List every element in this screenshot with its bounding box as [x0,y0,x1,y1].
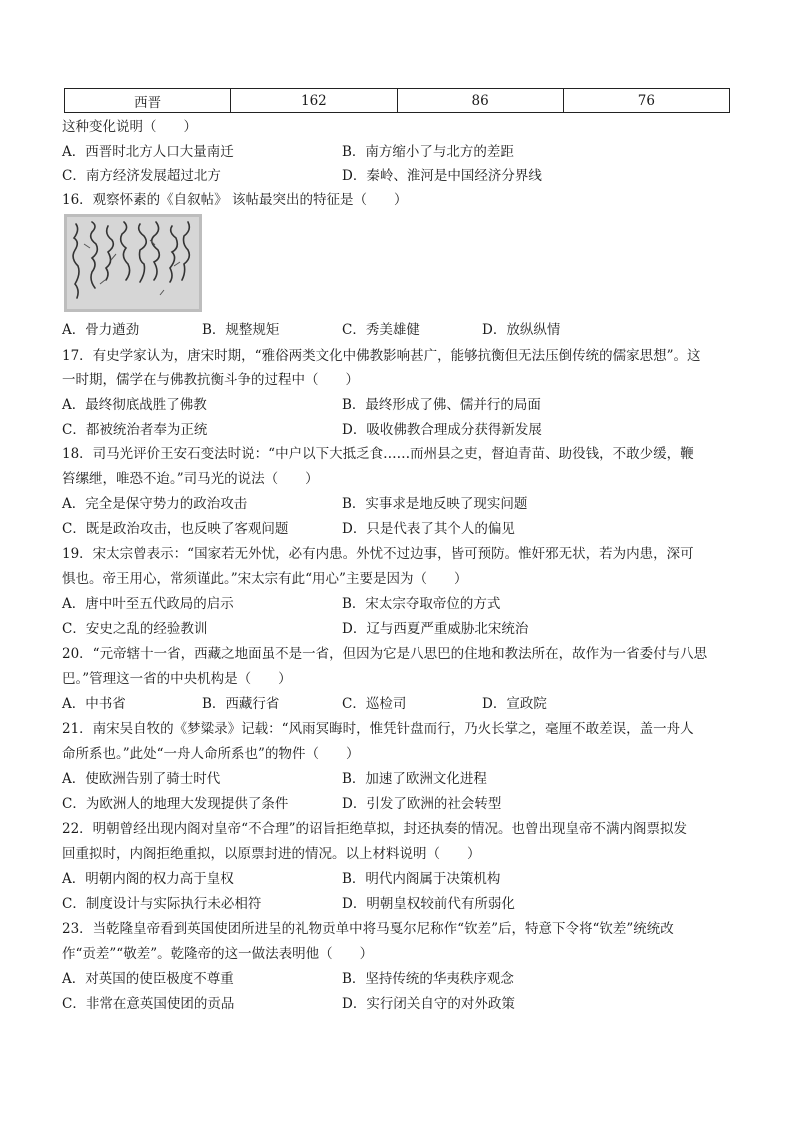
q20-option-b[interactable]: B．西藏行省 [202,696,280,712]
q20-option-a[interactable]: A．中书省 [62,696,126,712]
q22-option-c[interactable]: C．制度设计与实际执行未必相符 [62,896,262,912]
q15-stem: 这种变化说明（ ） [62,119,197,135]
q21-stem-line1: 21．南宋吴自牧的《梦粱录》记载：“风雨冥晦时，惟凭针盘而行，乃火长掌之，毫厘不敢差误，盖一舟人 [62,721,694,737]
q17-option-d[interactable]: D．吸收佛教合理成分获得新发展 [342,422,542,438]
calligraphy-image [64,214,202,312]
q19-option-c[interactable]: C．安史之乱的经验教训 [62,621,208,637]
q19-option-d[interactable]: D．辽与西夏严重威胁北宋统治 [342,621,529,637]
q22-stem-line1: 22．明朝曾经出现内阁对皇帝“不合理”的诏旨拒绝草拟，封还执奏的情况。也曾出现皇帝不满内阁票拟发 [62,821,687,837]
q20-stem-line2: 巴。”管理这一省的中央机构是（ ） [62,671,292,687]
q23-option-a[interactable]: A．对英国的使臣极度不尊重 [62,971,234,987]
table-cell-value: 76 [563,89,729,113]
table-cell-value: 86 [397,89,563,113]
q18-option-c[interactable]: C．既是政治攻击，也反映了客观问题 [62,521,289,537]
q17-option-a[interactable]: A．最终彻底战胜了佛教 [62,397,207,413]
q21-option-c[interactable]: C．为欧洲人的地理大发现提供了条件 [62,796,289,812]
q21-option-d[interactable]: D．引发了欧洲的社会转型 [342,796,502,812]
q17-stem-line1: 17．有史学家认为，唐宋时期，“雅俗两类文化中佛教影响甚广，能够抗衡但无法压倒传统的儒家思想”。这 [62,348,701,364]
q16-option-c[interactable]: C．秀美雄健 [342,322,420,338]
q15-option-c[interactable]: C．南方经济发展超过北方 [62,168,221,184]
q15-option-d[interactable]: D．秦岭、淮河是中国经济分界线 [342,168,542,184]
q23-option-c[interactable]: C．非常在意英国使团的贡品 [62,996,235,1012]
calligraphy-icon [64,214,202,312]
q20-stem-line1: 20．“元帝辖十一省，西藏之地面虽不是一省，但因为它是八思巴的住地和教法所在，故作为一省委付与八思 [62,646,708,662]
q23-stem-line1: 23．当乾隆皇帝看到英国使团所进呈的礼物贡单中将马戛尔尼称作“钦差”后，特意下令将“钦差”统统改 [62,921,674,937]
q19-option-b[interactable]: B．宋太宗夺取帝位的方式 [342,596,501,612]
q21-stem-line2: 命所系也。”此处“一舟人命所系也”的物件（ ） [62,746,360,762]
q22-stem-line2: 回重拟时，内阁拒绝重拟，以原票封进的情况。以上材料说明（ ） [62,846,481,862]
q18-stem-line2: 笞缧绁，唯恐不迨。”司马光的说法（ ） [62,471,319,487]
population-table [64,88,730,113]
q23-option-b[interactable]: B．坚持传统的华夷秩序观念 [342,971,514,987]
q22-option-d[interactable]: D．明朝皇权较前代有所弱化 [342,896,515,912]
q22-option-b[interactable]: B．明代内阁属于决策机构 [342,871,501,887]
q16-option-a[interactable]: A．骨力遒劲 [62,322,140,338]
q15-option-b[interactable]: B．南方缩小了与北方的差距 [342,144,514,160]
q18-option-d[interactable]: D．只是代表了其个人的偏见 [342,521,515,537]
q16-option-b[interactable]: B．规整规矩 [202,322,280,338]
q23-stem-line2: 作“贡差”“敬差”。乾隆帝的这一做法表明他（ ） [62,946,374,962]
q23-option-d[interactable]: D．实行闭关自守的对外政策 [342,996,515,1012]
q16-stem: 16．观察怀素的《自叙帖》 该帖最突出的特征是（ ） [62,192,408,208]
q18-stem-line1: 18．司马光评价王安石变法时说：“中户以下大抵乏食……而州县之吏，督迫青苗、助役钱，不敢少缓，鞭 [62,446,694,462]
q21-option-a[interactable]: A．使欧洲告别了骑士时代 [62,771,221,787]
q19-option-a[interactable]: A．唐中叶至五代政局的启示 [62,596,234,612]
q19-stem-line1: 19．宋太宗曾表示：“国家若无外忧，必有内患。外忧不过边事，皆可预防。惟奸邪无状，若为内患，深可 [62,546,694,562]
table-cell-value: 162 [231,89,397,113]
q21-option-b[interactable]: B．加速了欧洲文化进程 [342,771,487,787]
q19-stem-line2: 惧也。帝王用心，常须谨此。”宋太宗有此“用心”主要是因为（ ） [62,571,468,587]
table-row [65,89,730,113]
q18-option-b[interactable]: B．实事求是地反映了现实问题 [342,496,528,512]
q17-option-c[interactable]: C．都被统治者奉为正统 [62,422,208,438]
q17-option-b[interactable]: B．最终形成了佛、儒并行的局面 [342,397,541,413]
q22-option-a[interactable]: A．明朝内阁的权力高于皇权 [62,871,234,887]
q16-option-d[interactable]: D．放纵纵情 [482,322,561,338]
q17-stem-line2: 一时期，儒学在与佛教抗衡斗争的过程中（ ） [62,372,359,388]
q20-option-c[interactable]: C．巡检司 [342,696,407,712]
q15-option-a[interactable]: A．西晋时北方人口大量南迁 [62,144,234,160]
q18-option-a[interactable]: A．完全是保守势力的政治攻击 [62,496,248,512]
q20-option-d[interactable]: D．宣政院 [482,696,547,712]
table-cell-dynasty: 西晋 [65,89,231,113]
